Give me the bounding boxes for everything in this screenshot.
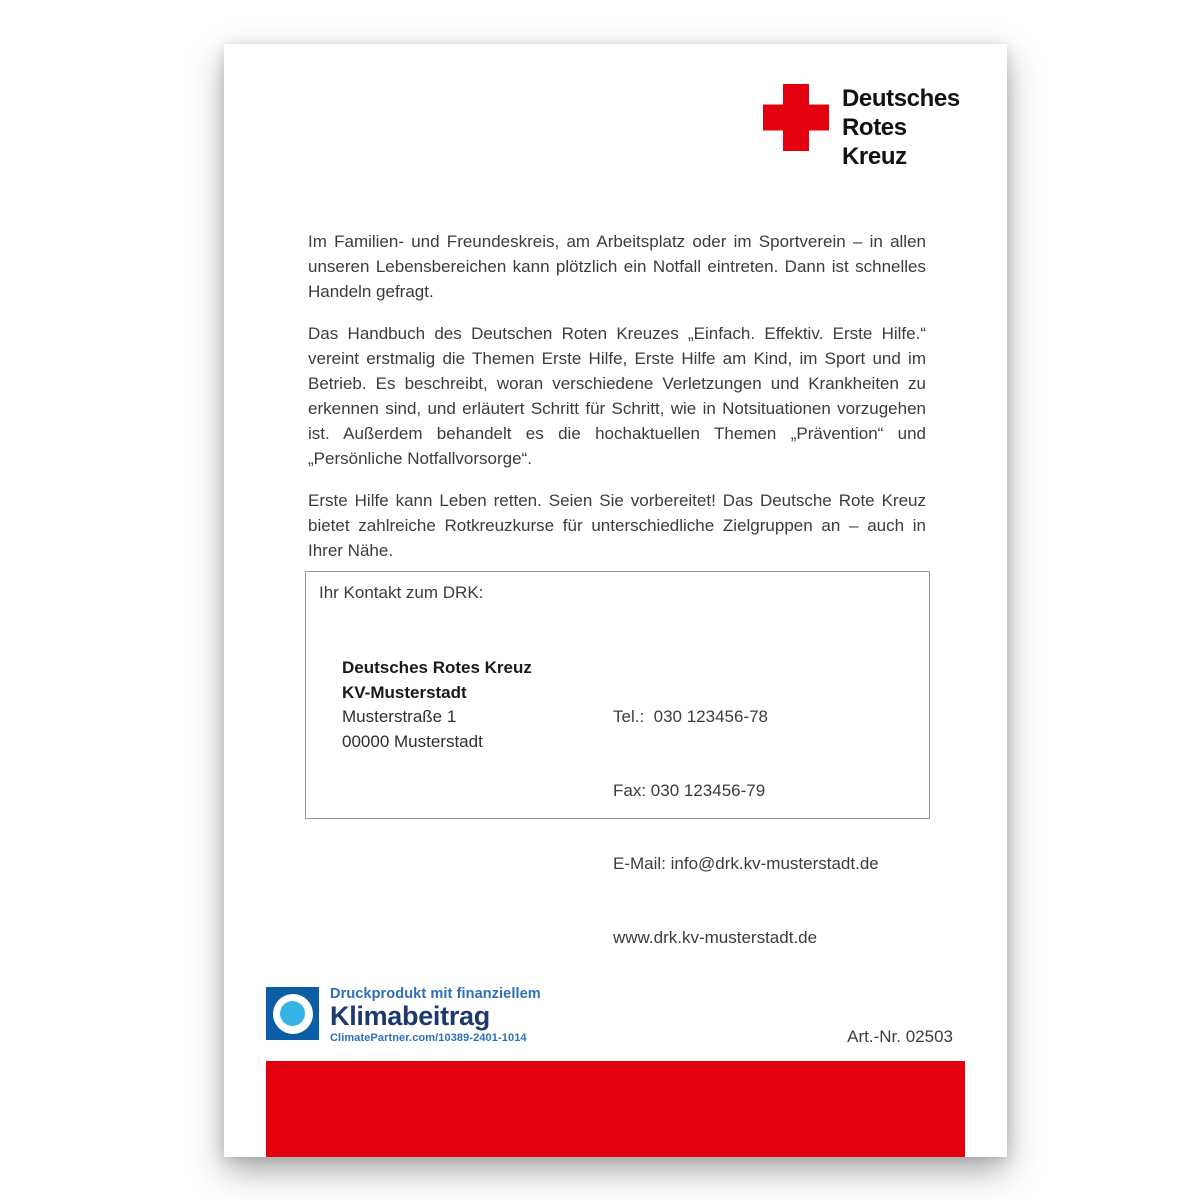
contact-street: Musterstraße 1: [342, 707, 457, 726]
contact-box: [305, 571, 930, 947]
contact-address: [342, 656, 532, 754]
climate-partner-icon: [266, 987, 319, 1040]
climate-partner-label: [266, 987, 541, 1044]
red-cross-icon: [763, 84, 829, 151]
climate-partner-url: ClimatePartner.com/10389-2401-1014: [330, 1032, 527, 1044]
climate-partner-text: [330, 987, 541, 1044]
climate-partner-title: Klimabeitrag: [330, 1001, 490, 1031]
contact-box-heading: Ihr Kontakt zum DRK:: [319, 583, 484, 602]
drk-logo-line1: Deutsches: [842, 85, 960, 112]
contact-email: E-Mail: info@drk.kv-musterstadt.de: [613, 854, 879, 873]
contact-fax: Fax: 030 123456-79: [613, 780, 766, 800]
paragraph-intro: Im Familien- und Freundeskreis, am Arbeitsplatz oder im Sportverein – in allen unseren Lebensbereichen kann plötzlich ein Notfall eintreten. Dann ist schnelles Handeln gefragt.: [308, 232, 926, 301]
footer-red-bar: [266, 1061, 965, 1157]
climate-partner-subtitle: Druckprodukt mit finanziellem: [330, 986, 541, 1002]
drk-logo-line3: Kreuz: [842, 143, 907, 170]
contact-website: www.drk.kv-musterstadt.de: [613, 927, 818, 947]
contact-phone: Tel.: 030 123456-78: [613, 707, 769, 726]
climate-partner-icon-dot: [280, 1001, 305, 1026]
contact-org-unit: KV-Musterstadt: [342, 682, 467, 702]
contact-org-name: Deutsches Rotes Kreuz: [342, 658, 532, 677]
contact-city: 00000 Musterstadt: [342, 731, 483, 751]
document-page: [224, 44, 1007, 1157]
drk-logo-line2: Rotes: [842, 114, 907, 141]
climate-partner-icon-ring: [273, 994, 313, 1034]
drk-logo-wordmark: [842, 84, 960, 171]
paragraph-courses: Erste Hilfe kann Leben retten. Seien Sie vorbereitet! Das Deutsche Rote Kreuz bietet zahlreiche Rotkreuzkurse für unterschiedliche Zielgruppen an – auch in Ihrer Nähe.: [308, 491, 926, 560]
article-number: Art.-Nr. 02503: [847, 1027, 953, 1046]
paragraph-handbook: Das Handbuch des Deutschen Roten Kreuzes „Einfach. Effektiv. Erste Hilfe.“ vereint erstmalig die Themen Erste Hilfe, Erste Hilfe am Kind, im Sport und im Betrieb. Es beschreibt, woran verschiedene Verletzungen und Krankheiten zu erkennen sind, und erläutert Schritt für Schritt, wie in Notsituationen vorzugehen ist. Außerdem behandelt es die hochaktuellen Themen „Prävention“ und „Persönliche Notfallvorsorge“.: [308, 324, 926, 468]
body-text: [308, 229, 926, 563]
contact-details: [613, 656, 879, 999]
drk-logo: [763, 84, 960, 171]
